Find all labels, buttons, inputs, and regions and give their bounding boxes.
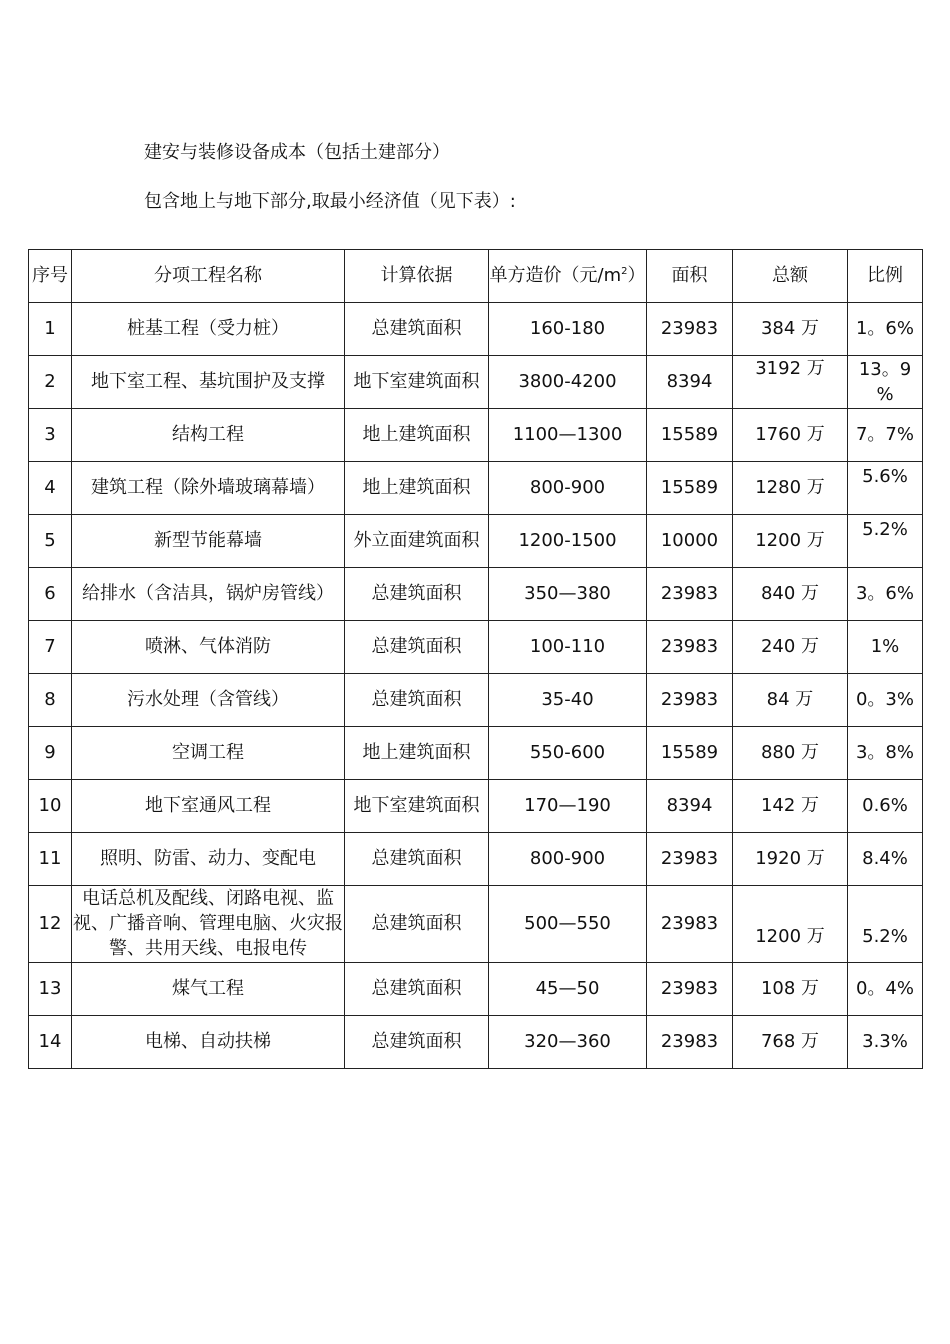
table-row [29, 962, 923, 1015]
header-basis: 计算依据 [345, 250, 489, 303]
cell-basis: 地上建筑面积 [345, 462, 489, 515]
header-no: 序号 [29, 250, 72, 303]
cell-area: 23983 [647, 1015, 733, 1068]
cell-basis: 总建筑面积 [345, 674, 489, 727]
cell-total: 1760 万 [733, 409, 848, 462]
cell-item: 空调工程 [72, 727, 345, 780]
cell-area: 23983 [647, 568, 733, 621]
table-row [29, 621, 923, 674]
header-item: 分项工程名称 [72, 250, 345, 303]
table-row [29, 356, 923, 409]
cell-area: 10000 [647, 515, 733, 568]
cell-ratio: 1% [848, 621, 923, 674]
table-row [29, 409, 923, 462]
cell-no: 10 [29, 780, 72, 833]
cell-area: 23983 [647, 674, 733, 727]
cell-no: 14 [29, 1015, 72, 1068]
cell-total: 1200 万 [733, 886, 848, 963]
cell-price: 45—50 [489, 962, 647, 1015]
cell-ratio: 8.4% [848, 833, 923, 886]
cell-area: 8394 [647, 356, 733, 409]
cell-ratio: 3。8% [848, 727, 923, 780]
cell-area: 23983 [647, 621, 733, 674]
cell-total: 1280 万 [733, 462, 848, 515]
header-price: 单方造价（元$/m^2$） [489, 250, 647, 303]
table-row [29, 303, 923, 356]
cell-total: 84 万 [733, 674, 848, 727]
cell-price: 500—550 [489, 886, 647, 963]
cell-no: 1 [29, 303, 72, 356]
cell-area: 23983 [647, 833, 733, 886]
section-heading: 建安与装修设备成本（包括土建部分） [144, 142, 450, 163]
table-row [29, 727, 923, 780]
cell-ratio: 1。6% [848, 303, 923, 356]
header-ratio: 比例 [848, 250, 923, 303]
cell-no: 4 [29, 462, 72, 515]
cell-ratio: 0。3% [848, 674, 923, 727]
cell-basis: 总建筑面积 [345, 833, 489, 886]
cell-basis: 总建筑面积 [345, 886, 489, 963]
cell-no: 5 [29, 515, 72, 568]
cell-total: 1920 万 [733, 833, 848, 886]
cell-item: 结构工程 [72, 409, 345, 462]
cell-basis: 总建筑面积 [345, 621, 489, 674]
cell-total: 840 万 [733, 568, 848, 621]
table-row [29, 780, 923, 833]
cell-ratio: 5.2% [848, 886, 923, 963]
cell-price: 1100—1300 [489, 409, 647, 462]
cell-total: 240 万 [733, 621, 848, 674]
cell-area: 15589 [647, 409, 733, 462]
cell-area: 15589 [647, 462, 733, 515]
cell-no: 2 [29, 356, 72, 409]
cell-item: 污水处理（含管线） [72, 674, 345, 727]
cell-no: 9 [29, 727, 72, 780]
cell-ratio: 0。4% [848, 962, 923, 1015]
section-subheading: 包含地上与地下部分,取最小经济值（见下表）: [144, 191, 516, 212]
cell-basis: 总建筑面积 [345, 1015, 489, 1068]
cell-price: 100-110 [489, 621, 647, 674]
cell-total: 142 万 [733, 780, 848, 833]
cell-item: 电话总机及配线、闭路电视、监视、广播音响、管理电脑、火灾报警、共用天线、电报电传 [72, 886, 345, 963]
cell-basis: 外立面建筑面积 [345, 515, 489, 568]
table-header-row [29, 250, 923, 303]
cell-area: 23983 [647, 303, 733, 356]
cell-basis: 地上建筑面积 [345, 727, 489, 780]
cell-no: 12 [29, 886, 72, 963]
cell-basis: 总建筑面积 [345, 962, 489, 1015]
cell-basis: 地下室建筑面积 [345, 356, 489, 409]
table-row [29, 568, 923, 621]
cell-price: 320—360 [489, 1015, 647, 1068]
header-total: 总额 [733, 250, 848, 303]
cell-ratio: 7。7% [848, 409, 923, 462]
cell-no: 3 [29, 409, 72, 462]
table-row [29, 674, 923, 727]
cell-ratio: 0.6% [848, 780, 923, 833]
cell-ratio: 13。9 % [848, 356, 923, 409]
cell-area: 8394 [647, 780, 733, 833]
cell-total: 3192 万 [733, 356, 848, 409]
cell-item: 地下室通风工程 [72, 780, 345, 833]
cell-no: 8 [29, 674, 72, 727]
cell-no: 13 [29, 962, 72, 1015]
cell-price: 3800-4200 [489, 356, 647, 409]
header-area: 面积 [647, 250, 733, 303]
cell-no: 6 [29, 568, 72, 621]
cell-ratio: 3.3% [848, 1015, 923, 1068]
cell-total: 1200 万 [733, 515, 848, 568]
cell-item: 照明、防雷、动力、变配电 [72, 833, 345, 886]
cell-no: 11 [29, 833, 72, 886]
cell-item: 新型节能幕墙 [72, 515, 345, 568]
cell-area: 15589 [647, 727, 733, 780]
cell-item: 给排水（含洁具，锅炉房管线） [72, 568, 345, 621]
cell-basis: 地上建筑面积 [345, 409, 489, 462]
cell-item: 建筑工程（除外墙玻璃幕墙） [72, 462, 345, 515]
cell-basis: 总建筑面积 [345, 303, 489, 356]
cell-no: 7 [29, 621, 72, 674]
cell-item: 煤气工程 [72, 962, 345, 1015]
cell-item: 地下室工程、基坑围护及支撑 [72, 356, 345, 409]
cell-ratio: 5.6% [848, 462, 923, 515]
cell-total: 384 万 [733, 303, 848, 356]
cell-price: 800-900 [489, 833, 647, 886]
cell-basis: 总建筑面积 [345, 568, 489, 621]
cell-item: 喷淋、气体消防 [72, 621, 345, 674]
cell-price: 350—380 [489, 568, 647, 621]
cell-price: 170—190 [489, 780, 647, 833]
cell-total: 768 万 [733, 1015, 848, 1068]
cell-ratio: 3。6% [848, 568, 923, 621]
cell-total: 108 万 [733, 962, 848, 1015]
cost-table [28, 249, 923, 1069]
cell-price: 160-180 [489, 303, 647, 356]
cell-price: 800-900 [489, 462, 647, 515]
cell-area: 23983 [647, 962, 733, 1015]
cell-area: 23983 [647, 886, 733, 963]
cell-price: 550-600 [489, 727, 647, 780]
cell-basis: 地下室建筑面积 [345, 780, 489, 833]
cell-total: 880 万 [733, 727, 848, 780]
table-row [29, 515, 923, 568]
table-row [29, 833, 923, 886]
cell-price: 35-40 [489, 674, 647, 727]
table-row [29, 1015, 923, 1068]
cell-price: 1200-1500 [489, 515, 647, 568]
cell-item: 桩基工程（受力桩） [72, 303, 345, 356]
table-row [29, 462, 923, 515]
table-row [29, 886, 923, 963]
cell-item: 电梯、自动扶梯 [72, 1015, 345, 1068]
cell-ratio: 5.2% [848, 515, 923, 568]
